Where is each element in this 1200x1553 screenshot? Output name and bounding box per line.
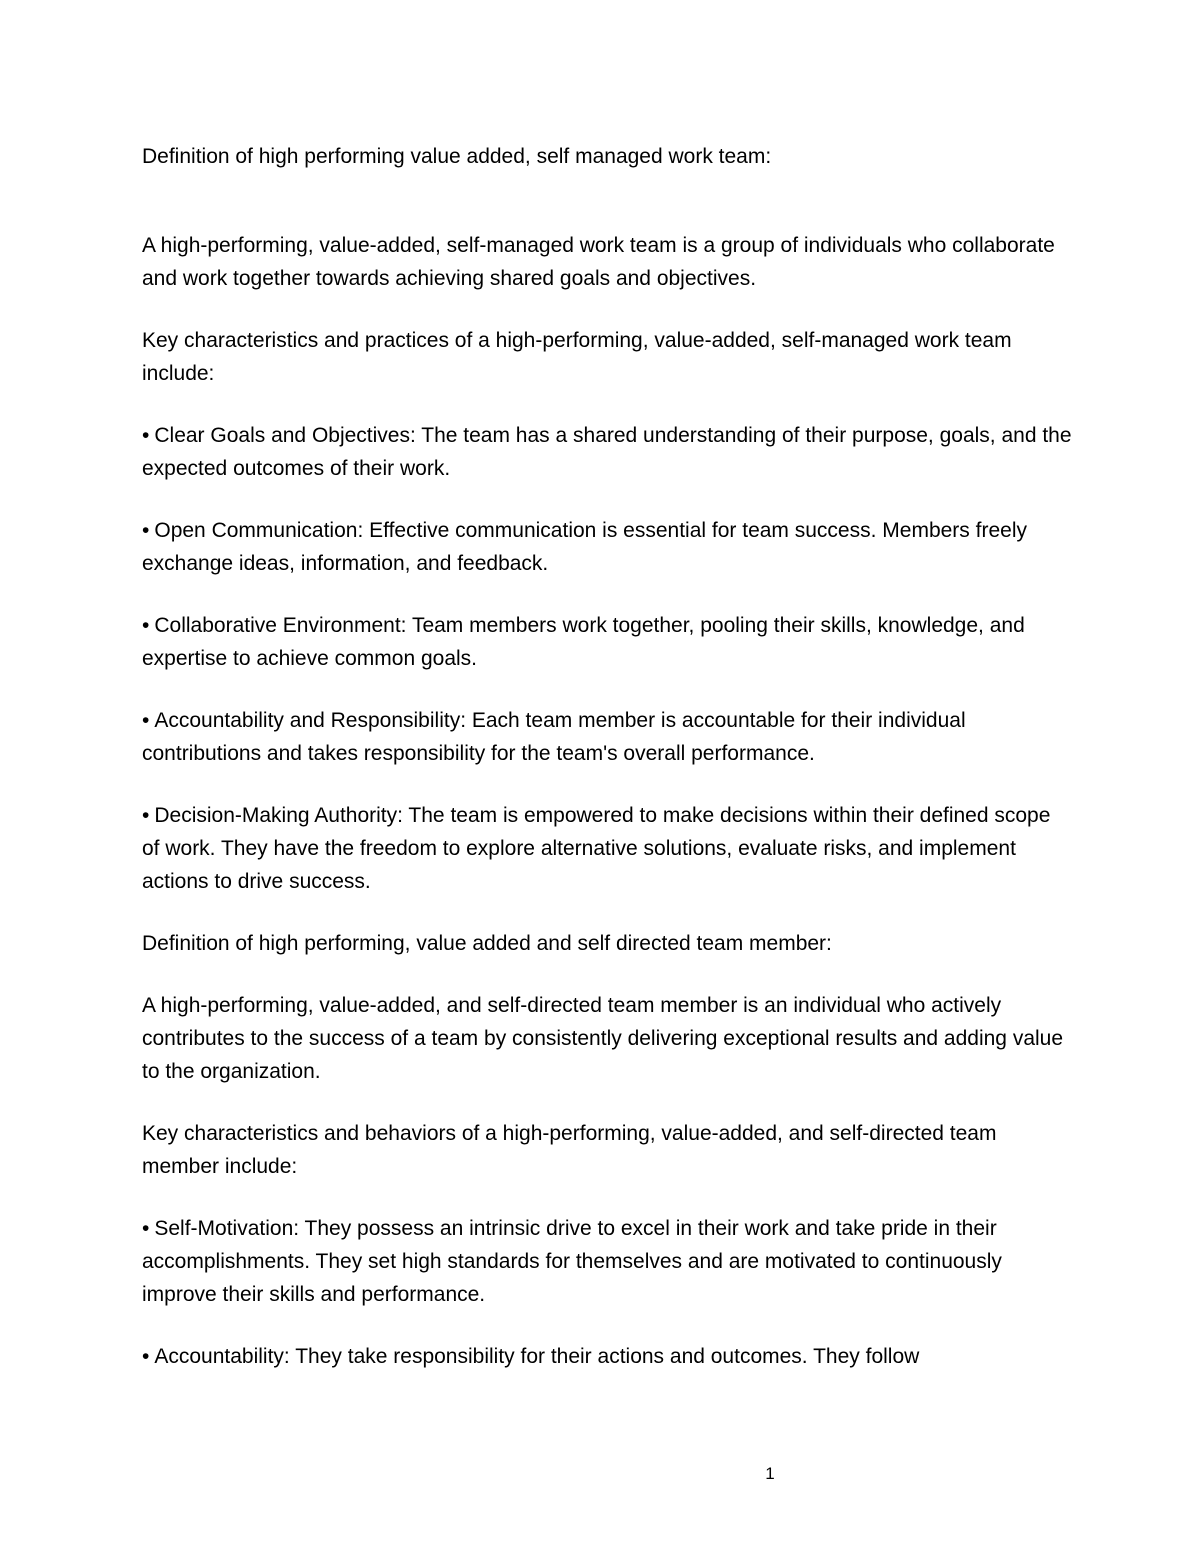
bullet-text: Accountability and Responsibility: Each team member is accountable for their individual contributions and takes responsibility for the team's overall performance. — [142, 709, 966, 765]
bullet-icon: • — [142, 519, 150, 542]
document-body — [142, 140, 1072, 1373]
bullet-text: Decision-Making Authority: The team is empowered to make decisions within their defined scope of work. They have the freedom to explore alternative solutions, evaluate risks, and implement actions to drive success. — [142, 804, 1051, 893]
member-characteristics-lead: Key characteristics and behaviors of a high-performing, value-added, and self-directed team member include: — [142, 1122, 997, 1178]
section-heading-member: Definition of high performing, value added and self directed team member: — [142, 932, 832, 955]
bullet-icon: • — [142, 709, 150, 732]
bullet-item — [142, 704, 1072, 770]
bullet-item — [142, 609, 1072, 675]
section-heading-team: Definition of high performing value added, self managed work team: — [142, 145, 772, 168]
bullet-item — [142, 514, 1072, 580]
bullet-text: Collaborative Environment: Team members work together, pooling their skills, knowledge, and expertise to achieve common goals. — [142, 614, 1025, 670]
page-number: 1 — [765, 1464, 775, 1483]
bullet-item — [142, 1212, 1072, 1311]
bullet-item — [142, 419, 1072, 485]
team-characteristics-lead: Key characteristics and practices of a high-performing, value-added, self-managed work team include: — [142, 329, 1012, 385]
bullet-text: Open Communication: Effective communication is essential for team success. Members freely exchange ideas, information, and feedback. — [142, 519, 1027, 575]
bullet-item — [142, 799, 1072, 898]
bullet-item — [142, 1340, 1072, 1373]
bullet-text: Self-Motivation: They possess an intrinsic drive to excel in their work and take pride in their accomplishments. They set high standards for themselves and are motivated to continuously improve their skills and performance. — [142, 1217, 1002, 1306]
member-definition-paragraph: A high-performing, value-added, and self-directed team member is an individual who actively contributes to the success of a team by consistently delivering exceptional results and adding value to the organization. — [142, 994, 1064, 1083]
bullet-text: Accountability: They take responsibility for their actions and outcomes. They follow — [154, 1345, 920, 1368]
bullet-icon: • — [142, 1345, 150, 1368]
bullet-icon: • — [142, 1217, 150, 1240]
bullet-icon: • — [142, 424, 150, 447]
bullet-text: Clear Goals and Objectives: The team has a shared understanding of their purpose, goals, and the expected outcomes of their work. — [142, 424, 1072, 480]
bullet-icon: • — [142, 614, 150, 637]
bullet-icon: • — [142, 804, 150, 827]
team-definition-paragraph: A high-performing, value-added, self-managed work team is a group of individuals who collaborate and work together towards achieving shared goals and objectives. — [142, 234, 1055, 290]
